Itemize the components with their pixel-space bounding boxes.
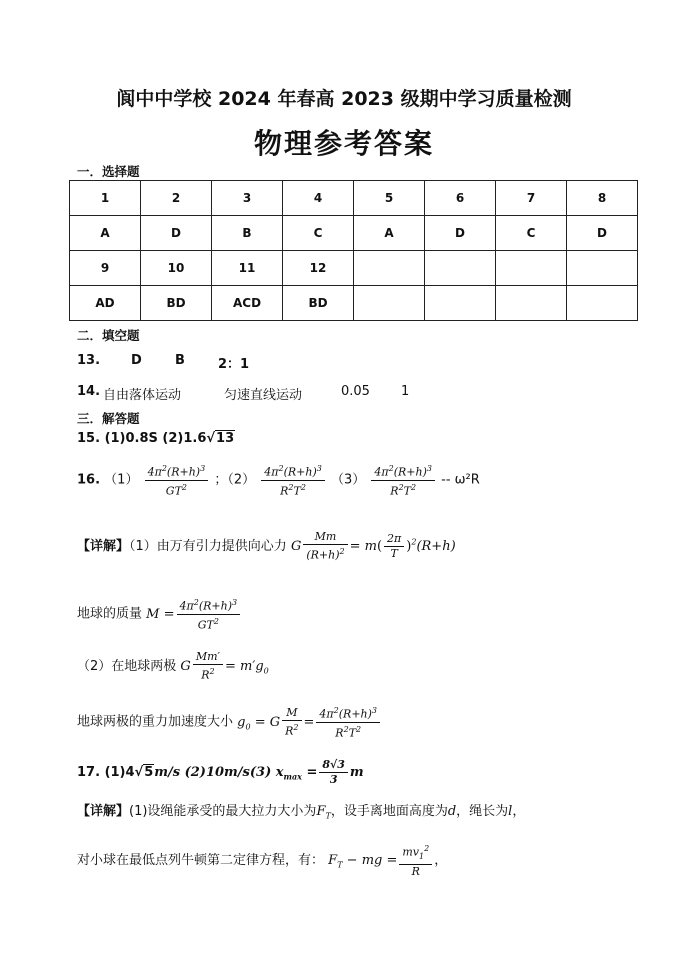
q17-detail-2: 对小球在最低点列牛顿第二定律方程，有： $F_T$ − mg = $\frac{mv_1^2}{R}$ ， bbox=[77, 844, 448, 878]
answer-table-cell bbox=[425, 286, 496, 321]
answer-table-cell: D bbox=[425, 216, 496, 251]
q17-line bbox=[77, 758, 364, 787]
q15-radicand: 13 bbox=[216, 431, 235, 446]
q16-formula-2: $\frac{4\pi^2(R+h)^3}{R^2T^2}$ bbox=[261, 462, 325, 498]
q16-g-label: 地球两极的重力加速度大小 bbox=[77, 714, 234, 730]
answer-table-cell: A bbox=[70, 216, 141, 251]
answer-table-cell: ACD bbox=[212, 286, 283, 321]
q15-text: (1)0.8S (2)1.6 bbox=[104, 431, 207, 446]
answer-table-cell: 4 bbox=[283, 181, 354, 216]
q16-detail-tag: 【详解】 bbox=[77, 538, 130, 554]
answer-table-cell: AD bbox=[70, 286, 141, 321]
q17-detail-text-1b: ，设手离地面高度为 bbox=[330, 804, 448, 819]
q16-g-line bbox=[77, 704, 382, 740]
answer-table-cell: 11 bbox=[212, 251, 283, 286]
q14-answer-2: 匀速直线运动 bbox=[224, 388, 303, 403]
q13-number: 13. bbox=[77, 353, 101, 368]
answer-table-cell bbox=[567, 251, 638, 286]
answer-table-cell: C bbox=[283, 216, 354, 251]
answer-table-cell: A bbox=[354, 216, 425, 251]
q14-answer-4: 1 bbox=[401, 384, 410, 399]
answer-table-cell: 8 bbox=[567, 181, 638, 216]
answer-table-cell: 9 bbox=[70, 251, 141, 286]
q17-d-symbol: d bbox=[447, 804, 457, 819]
answer-table-cell: 12 bbox=[283, 251, 354, 286]
answer-table-cell: BD bbox=[141, 286, 212, 321]
q15-line bbox=[77, 431, 235, 446]
sqrt-sign: √ bbox=[206, 431, 216, 446]
answer-table-cell: B bbox=[212, 216, 283, 251]
q17-detail-text-2: 对小球在最低点列牛顿第二定律方程，有： bbox=[77, 852, 325, 868]
answer-table-cell bbox=[354, 251, 425, 286]
q16-detail-1 bbox=[77, 530, 456, 563]
q17-newton-formula: $F_T$ − mg = $\frac{mv_1^2}{R}$ bbox=[328, 853, 434, 868]
answer-table-cell: D bbox=[141, 216, 212, 251]
q17-xmax-formula: $x_{max}$ = $\frac{8√3}{3}$ m bbox=[275, 758, 364, 786]
q16-formula-1: $\frac{4\pi^2(R+h)^3}{GT^2}$ bbox=[145, 462, 209, 498]
q16-tail: -- ω²R bbox=[441, 472, 480, 488]
answer-table-cell bbox=[496, 251, 567, 286]
q16-g-formula: $g_0 = G$ $\frac{M}{R^2}$ = $\frac{4\pi^2(R+h)^3}{R^2T^2}$ bbox=[237, 715, 382, 730]
answer-table-row bbox=[70, 286, 638, 321]
q17-l-symbol: l bbox=[508, 804, 513, 819]
answer-table-cell: C bbox=[496, 216, 567, 251]
q13-answer-2: B bbox=[175, 353, 185, 368]
section-heading-fill: 二．填空题 bbox=[77, 328, 140, 343]
q16-mass-line bbox=[77, 596, 242, 632]
section-heading-choice: 一．选择题 bbox=[77, 164, 140, 179]
q14-answer-3: 0.05 bbox=[341, 384, 370, 399]
q16-mass-label: 地球的质量 bbox=[77, 606, 143, 622]
page-title: 阆中中学校 2024 年春高 2023 级期中学习质量检测 bbox=[116, 88, 572, 110]
q15-number: 15. bbox=[77, 431, 101, 446]
q16-line bbox=[77, 462, 480, 498]
q14-answer-1: 自由落体运动 bbox=[103, 388, 182, 403]
q16-part3-label: （3） bbox=[330, 472, 366, 488]
q16-formula-3: $\frac{4\pi^2(R+h)^3}{R^2T^2}$ bbox=[371, 462, 435, 498]
q17-text-b: m/s (2)10m/s(3) bbox=[154, 765, 272, 780]
q16-mass-formula: M = $\frac{4\pi^2(R+h)^3}{GT^2}$ bbox=[146, 607, 242, 622]
answer-table-cell bbox=[425, 251, 496, 286]
section-heading-solve: 三．解答题 bbox=[77, 411, 140, 426]
q16-gravity-formula: G $\frac{Mm}{(R+h)^2}$ = m( $\frac{2\pi}{T}$ )$^2$(R+h) bbox=[290, 530, 456, 562]
answer-table-cell: 1 bbox=[70, 181, 141, 216]
page-subtitle: 物理参考答案 bbox=[253, 127, 434, 160]
q16-number: 16. bbox=[77, 472, 101, 488]
sqrt-sign: √ bbox=[134, 765, 144, 780]
q17-detail-text-1: (1)设绳能承受的最大拉力大小为 bbox=[129, 804, 317, 819]
answer-table-cell: 5 bbox=[354, 181, 425, 216]
q17-ft-symbol: $F_T$ bbox=[316, 804, 331, 821]
q17-radicand: 5 bbox=[144, 765, 154, 780]
q17-detail-1: 【详解】(1)设绳能承受的最大拉力大小为$F_T$，设手离地面高度为d，绳长为l， bbox=[77, 804, 526, 821]
answer-table-cell: 10 bbox=[141, 251, 212, 286]
answer-table-cell: 3 bbox=[212, 181, 283, 216]
answer-table-cell bbox=[567, 286, 638, 321]
q14-number: 14. bbox=[77, 384, 101, 399]
q16-pole-text: （2）在地球两极 bbox=[77, 658, 177, 674]
answer-table-cell: 6 bbox=[425, 181, 496, 216]
q13-answer-3: 2：1 bbox=[218, 357, 250, 372]
q17-detail-text-1c: ，绳长为 bbox=[456, 804, 509, 819]
q17-text-a: (1)4 bbox=[104, 765, 135, 780]
q16-part1-label: （1） bbox=[104, 472, 139, 488]
q16-pole-formula: G $\frac{Mm'}{R^2}$ = $m'g_0$ bbox=[180, 650, 269, 682]
q16-part2-label: ；（2） bbox=[214, 472, 256, 488]
answer-table-cell bbox=[496, 286, 567, 321]
q17-number: 17. bbox=[77, 765, 101, 780]
answer-table-cell: BD bbox=[283, 286, 354, 321]
answer-table-cell: 2 bbox=[141, 181, 212, 216]
answer-table-cell: D bbox=[567, 216, 638, 251]
q16-detail-text-1: （1）由万有引力提供向心力 bbox=[129, 538, 287, 554]
answer-table bbox=[69, 180, 638, 321]
answer-table-cell bbox=[354, 286, 425, 321]
q16-pole-line bbox=[77, 650, 269, 683]
q17-detail-tag: 【详解】 bbox=[77, 804, 130, 819]
answer-table-row bbox=[70, 251, 638, 286]
answer-table-row bbox=[70, 181, 638, 216]
answer-table-row bbox=[70, 216, 638, 251]
answer-table-cell: 7 bbox=[496, 181, 567, 216]
q13-answer-1: D bbox=[131, 353, 142, 368]
